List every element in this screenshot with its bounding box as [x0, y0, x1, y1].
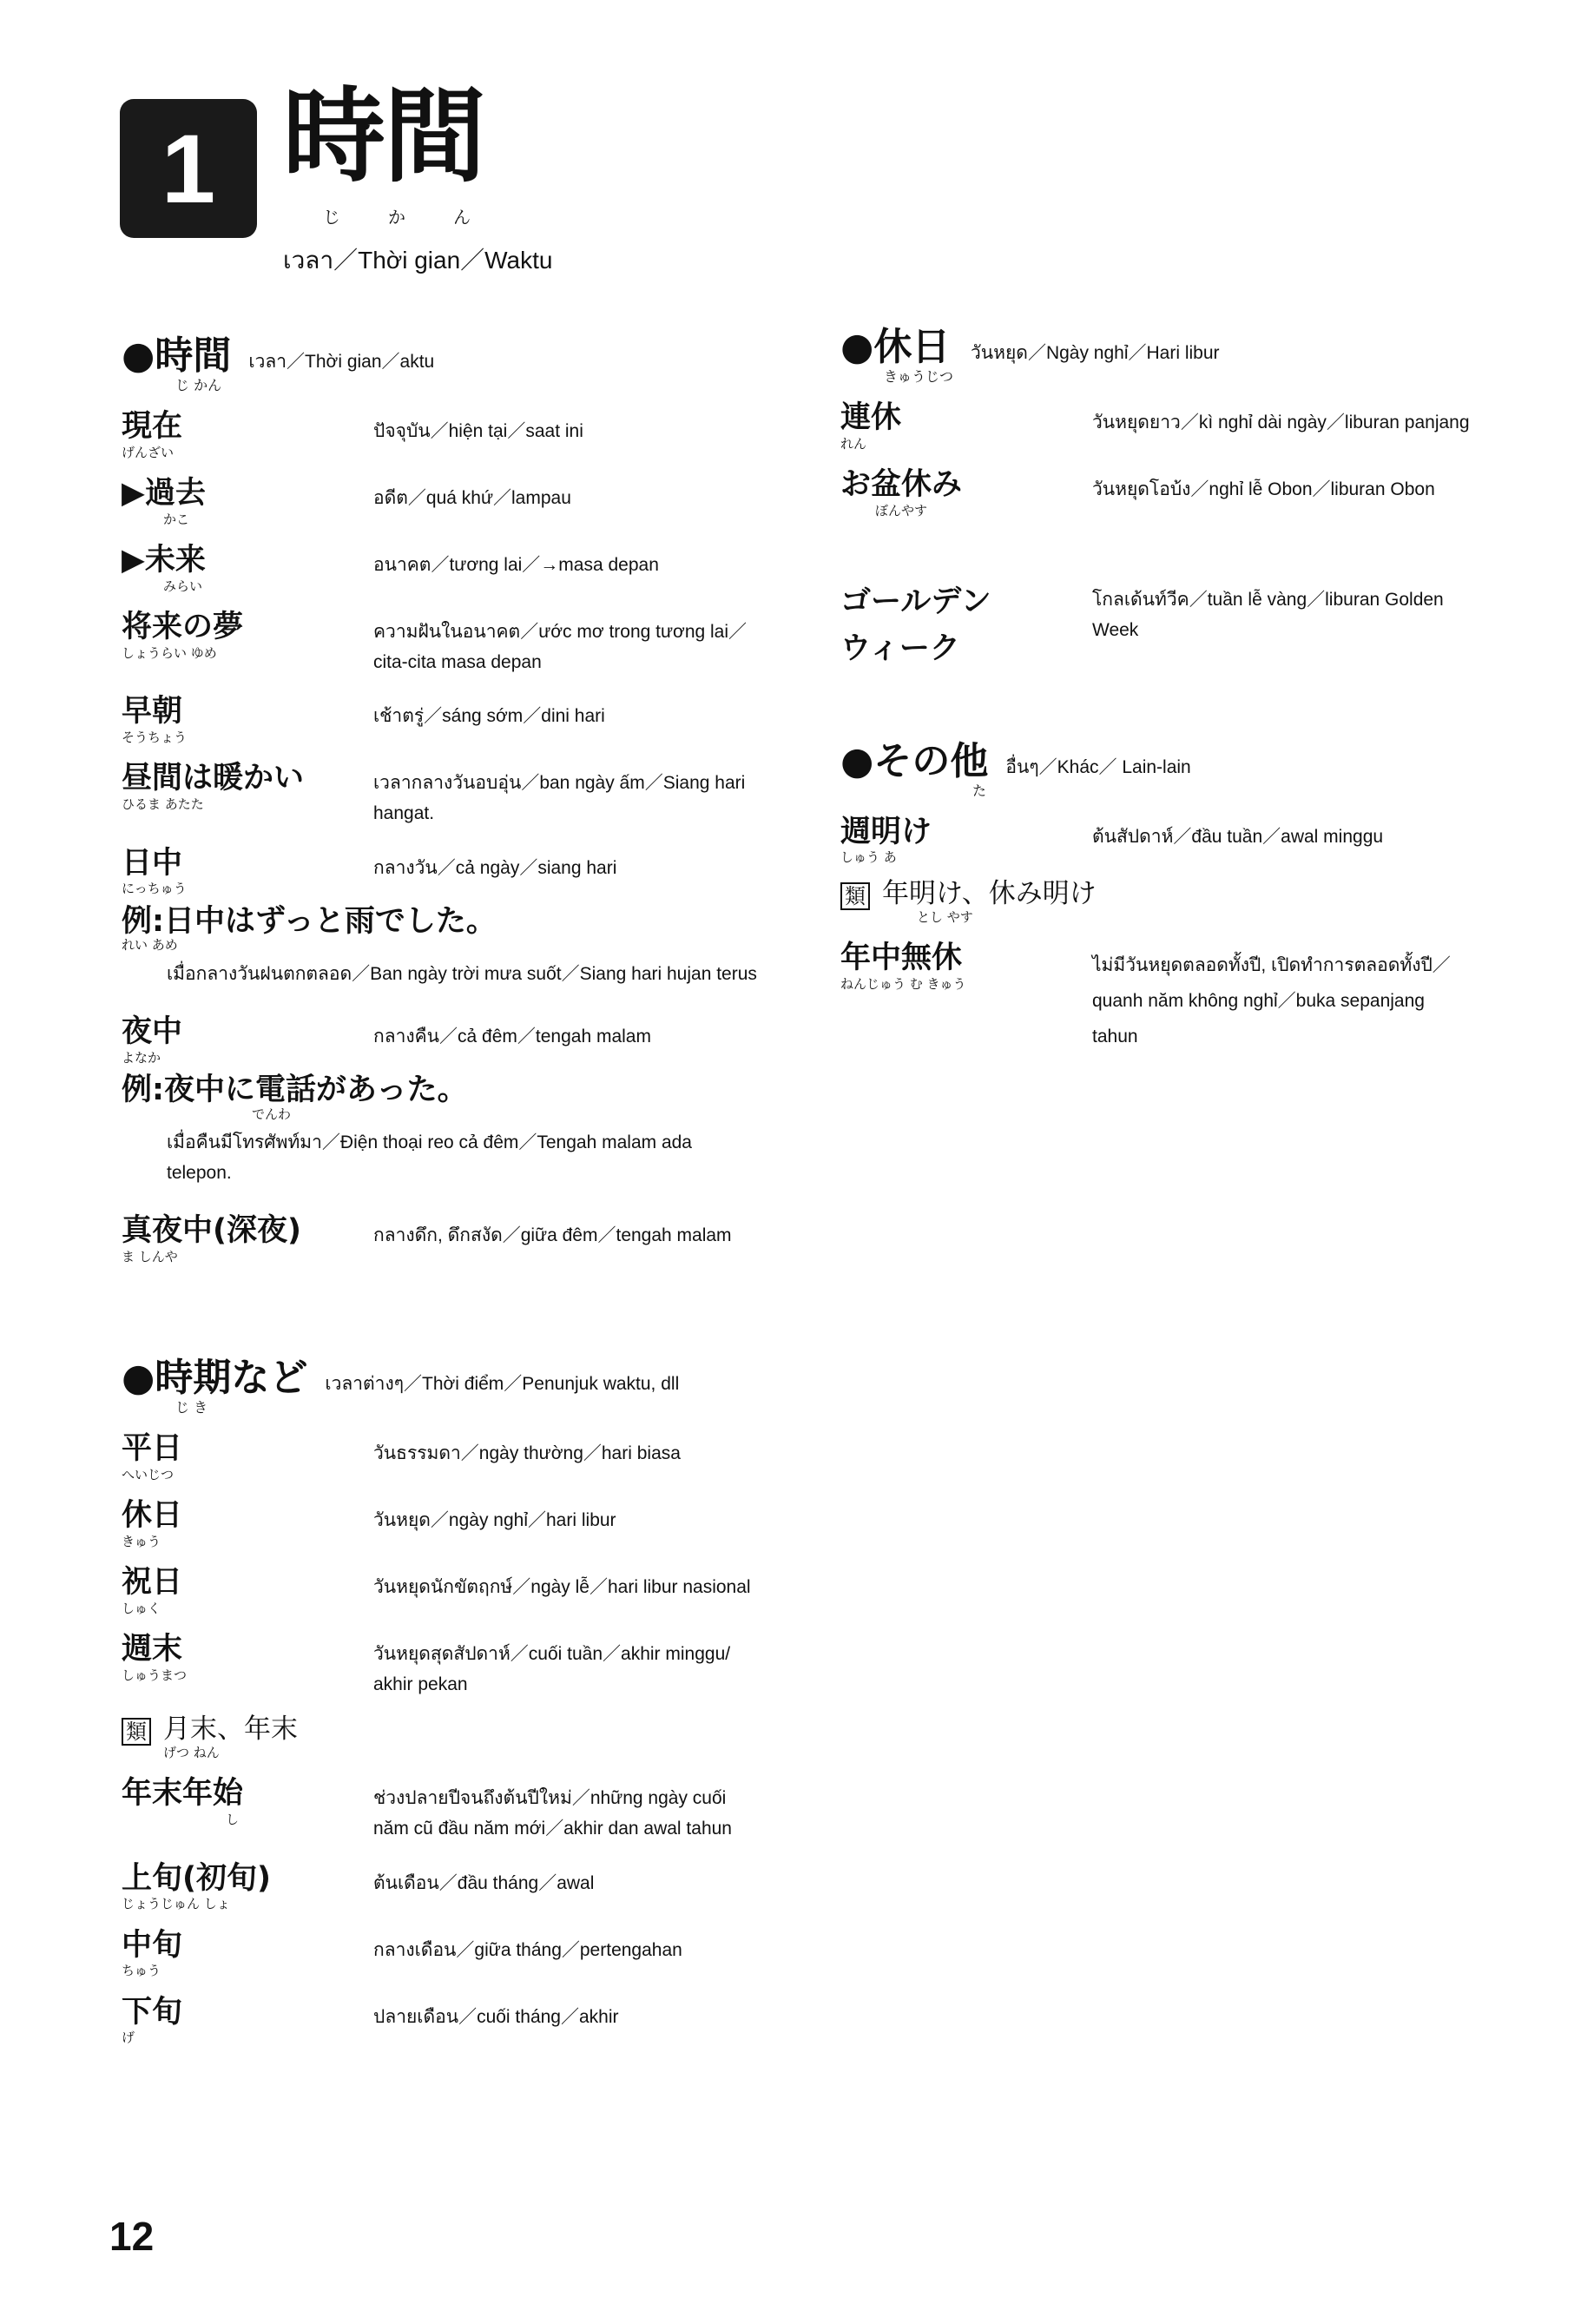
section-title-text: ●時期など: [122, 1356, 308, 1401]
section-title-reading: じ かん: [175, 377, 222, 393]
related-words: [122, 1714, 764, 1760]
vocab-term: 連休: [840, 400, 902, 435]
vocab-term: 年中無休: [840, 941, 963, 976]
chapter-translation: เวลา／Thời gian／Waktu: [283, 247, 553, 274]
vocab-reading: みらい: [163, 578, 203, 594]
vocab-reading: し: [226, 1811, 240, 1827]
vocab-entry: [122, 1499, 764, 1548]
vocab-reading: げんざい: [122, 444, 175, 460]
vocab-reading: ちゅう: [122, 1963, 161, 1979]
section-title-reading: じ き: [175, 1399, 208, 1416]
vocab-entry: [122, 410, 764, 459]
section-sonota: [840, 738, 1483, 1055]
vocab-reading: そうちょう: [122, 729, 188, 745]
related-words-text: 月末、年末: [163, 1713, 298, 1745]
vocab-meaning: ปลายเดือน／cuối tháng／akhir: [373, 2006, 619, 2027]
related-words-text: 年明け、休み明け: [882, 877, 1097, 909]
vocab-reading: しょうらい ゆめ: [122, 644, 217, 661]
vocab-reading: れん: [840, 435, 867, 452]
vocab-entry: [840, 578, 1483, 673]
related-badge: 類: [840, 882, 870, 910]
vocab-term: 平日: [122, 1431, 183, 1467]
vocab-term: 早朝: [122, 694, 183, 730]
vocab-term: 将来の夢: [122, 610, 244, 644]
section-title: [122, 333, 232, 393]
vocab-term: 昼間は暖かい: [122, 761, 305, 796]
example-reading: れい あめ: [122, 937, 178, 954]
section-title-text: ●その他: [840, 738, 989, 783]
vocab-entry: [122, 1633, 764, 1700]
vocab-reading: しゅう あ: [840, 849, 897, 865]
vocab-term: 真夜中(深夜): [122, 1213, 301, 1249]
section-translation: เวลาต่างๆ／Thời điểm／Penunjuk waktu, dll: [325, 1374, 680, 1395]
vocab-meaning: เช้าตรู่／sáng sớm／dini hari: [373, 706, 605, 727]
vocab-entry: [122, 1862, 764, 1911]
vocab-meaning: วันหยุด／ngày nghỉ／hari libur: [373, 1510, 616, 1531]
section-title: [840, 738, 989, 799]
vocab-meaning: ต้นสัปดาห์／đầu tuần／awal minggu: [1092, 826, 1384, 847]
example-translation: เมื่อคืนมีโทรศัพท์มา／Điện thoại reo cả đêm／Tengah malam ada telepon.: [167, 1132, 692, 1183]
vocab-entry: [122, 1214, 764, 1264]
vocab-term: ▶未来: [122, 543, 206, 578]
vocab-reading: にっちゅう: [122, 881, 187, 897]
chapter-reading-char: ん: [453, 207, 471, 228]
section-header: [840, 325, 1483, 385]
vocab-entry: [840, 941, 1483, 1055]
example-line: 例:夜中に電話があった。: [122, 1073, 468, 1108]
vocab-entry: [122, 1777, 764, 1844]
vocab-term: ▶過去: [122, 476, 206, 511]
vocab-meaning: ปัจจุบัน／hiện tại／saat ini: [373, 421, 583, 441]
section-header: [840, 738, 1483, 799]
vocab-meaning: กลางวัน／cả ngày／siang hari: [373, 857, 617, 878]
vocab-entry: [122, 1566, 764, 1615]
vocab-meaning: ไม่มีวันหยุดตลอดทั้งปี, เปิดทำการตลอดทั้งปี／quanh năm không nghỉ／buka sepanjang tahun: [1092, 955, 1451, 1046]
vocab-meaning: กลางดึก, ดึกสงัด／giữa đêm／tengah malam: [373, 1225, 732, 1246]
vocab-term: ゴールデンウィーク: [840, 584, 991, 667]
section-jiki: [122, 1356, 764, 2046]
chapter-reading-char: か: [388, 207, 405, 228]
left-column: [122, 333, 764, 2046]
vocab-entry: [122, 695, 764, 744]
section-title-reading: きゅうじつ: [884, 368, 954, 385]
vocab-entry: [122, 1929, 764, 1978]
vocab-term: 現在: [122, 409, 183, 444]
vocab-entry: [122, 1432, 764, 1482]
section-title-reading: た: [972, 782, 987, 799]
vocab-entry: [840, 401, 1483, 451]
section-title: [122, 1356, 308, 1416]
section-translation: เวลา／Thời gian／aktu: [248, 352, 435, 372]
section-header: [122, 333, 764, 393]
related-words-reading: げつ ねん: [163, 1744, 220, 1760]
vocab-term: 休日: [122, 1498, 183, 1534]
example-line: 例:日中はずっと雨でした。: [122, 903, 497, 939]
vocab-reading: ぼんやす: [875, 502, 928, 518]
example-translation: เมื่อกลางวันฝนตกตลอด／Ban ngày trời mưa suốt／Siang hari hujan terus: [167, 963, 757, 984]
example-sentence: [122, 1073, 764, 1188]
chapter-title: 時間: [283, 76, 485, 196]
vocab-term: 上旬(初旬): [122, 1860, 271, 1896]
vocab-reading: げ: [122, 2030, 135, 2046]
section-title-text: ●休日: [840, 325, 951, 369]
vocab-term: 夜中: [122, 1014, 183, 1050]
vocab-entry: [840, 468, 1483, 518]
vocab-reading: きゅう: [122, 1533, 161, 1549]
section-title: [840, 325, 954, 385]
vocab-entry: [122, 544, 764, 593]
vocab-meaning: ต้นเดือน／đầu tháng／awal: [373, 1872, 595, 1893]
vocab-reading: ひるま あたた: [122, 796, 204, 812]
chapter-number: 1: [161, 114, 216, 223]
vocab-entry: [122, 1996, 764, 2045]
vocab-reading: ねんじゅう む きゅう: [840, 975, 966, 992]
section-header: [122, 1356, 764, 1416]
vocab-reading: じょうじゅん しょ: [122, 1896, 230, 1912]
vocab-reading: しゅく: [122, 1600, 161, 1616]
vocab-term: 中旬: [122, 1927, 183, 1963]
section-jikan: [122, 333, 764, 1264]
related-badge: 類: [122, 1718, 151, 1746]
vocab-entry: [122, 1015, 764, 1065]
vocab-term: 週明け: [840, 814, 932, 849]
example-reading: でんわ: [252, 1106, 292, 1122]
vocab-term: 週末: [122, 1632, 183, 1667]
section-translation: อื่นๆ／Khác／ Lain-lain: [1005, 756, 1191, 777]
vocab-entry: [122, 611, 764, 677]
related-words: [840, 879, 1483, 925]
vocab-meaning: วันหยุดสุดสัปดาห์／cuối tuần／akhir minggu/ akhir pekan: [373, 1644, 731, 1695]
vocab-meaning: วันหยุดโอบ้ง／nghỉ lễ Obon／liburan Obon: [1092, 479, 1435, 499]
vocab-reading: ま しんや: [122, 1248, 178, 1264]
vocab-reading: かこ: [163, 511, 190, 527]
vocab-meaning: วันธรรมดา／ngày thường／hari biasa: [373, 1443, 681, 1464]
vocab-reading: しゅうまつ: [122, 1667, 188, 1683]
vocab-meaning: เวลากลางวันอบอุ่น／ban ngày ấm／Siang hari hangat.: [373, 773, 746, 823]
vocab-entry: [122, 762, 764, 829]
vocab-entry: [122, 477, 764, 526]
chapter-reading-char: じ: [323, 207, 340, 228]
vocab-meaning: อนาคต／tương lai／→masa depan: [373, 555, 659, 575]
vocab-meaning: ความฝันในอนาคต／ước mơ trong tương lai／cita-cita masa depan: [373, 622, 748, 672]
vocab-meaning: กลางเดือน／giữa tháng／pertengahan: [373, 1939, 682, 1960]
vocab-meaning: ช่วงปลายปีจนถึงต้นปีใหม่／những ngày cuối năm cũ đầu năm mới／akhir dan awal tahun: [373, 1788, 732, 1839]
vocab-meaning: วันหยุดนักขัตฤกษ์／ngày lễ／hari libur nasional: [373, 1577, 751, 1598]
vocab-term: 日中: [122, 845, 183, 881]
section-translation: วันหยุด／Ngày nghỉ／Hari libur: [971, 343, 1220, 363]
vocab-meaning: วันหยุดยาว／kì nghỉ dài ngày／liburan panjang: [1092, 413, 1470, 432]
vocab-entry: [840, 815, 1483, 865]
page-number: 12: [109, 2214, 155, 2259]
vocab-meaning: อดีต／quá khứ／lampau: [373, 488, 571, 508]
vocab-entry: [122, 847, 764, 896]
vocab-reading: よなか: [122, 1049, 161, 1066]
vocab-term: 祝日: [122, 1565, 183, 1601]
example-sentence: [122, 905, 764, 990]
chapter-number-box: [120, 99, 257, 238]
vocab-term: 年末年始: [122, 1776, 244, 1812]
related-words-reading: とし やす: [917, 908, 973, 925]
right-column: [840, 325, 1483, 1055]
vocab-term: お盆休み: [840, 467, 963, 502]
vocab-reading: へいじつ: [122, 1466, 175, 1482]
section-title-text: ●時間: [122, 333, 232, 378]
vocab-meaning: โกลเด้นท์วีค／tuần lễ vàng／liburan Golden Week: [1092, 590, 1444, 640]
section-kyujitsu: [840, 325, 1483, 673]
vocab-term: 下旬: [122, 1994, 183, 2030]
chapter-reading: [323, 203, 471, 228]
vocab-meaning: กลางคืน／cả đêm／tengah malam: [373, 1027, 651, 1047]
